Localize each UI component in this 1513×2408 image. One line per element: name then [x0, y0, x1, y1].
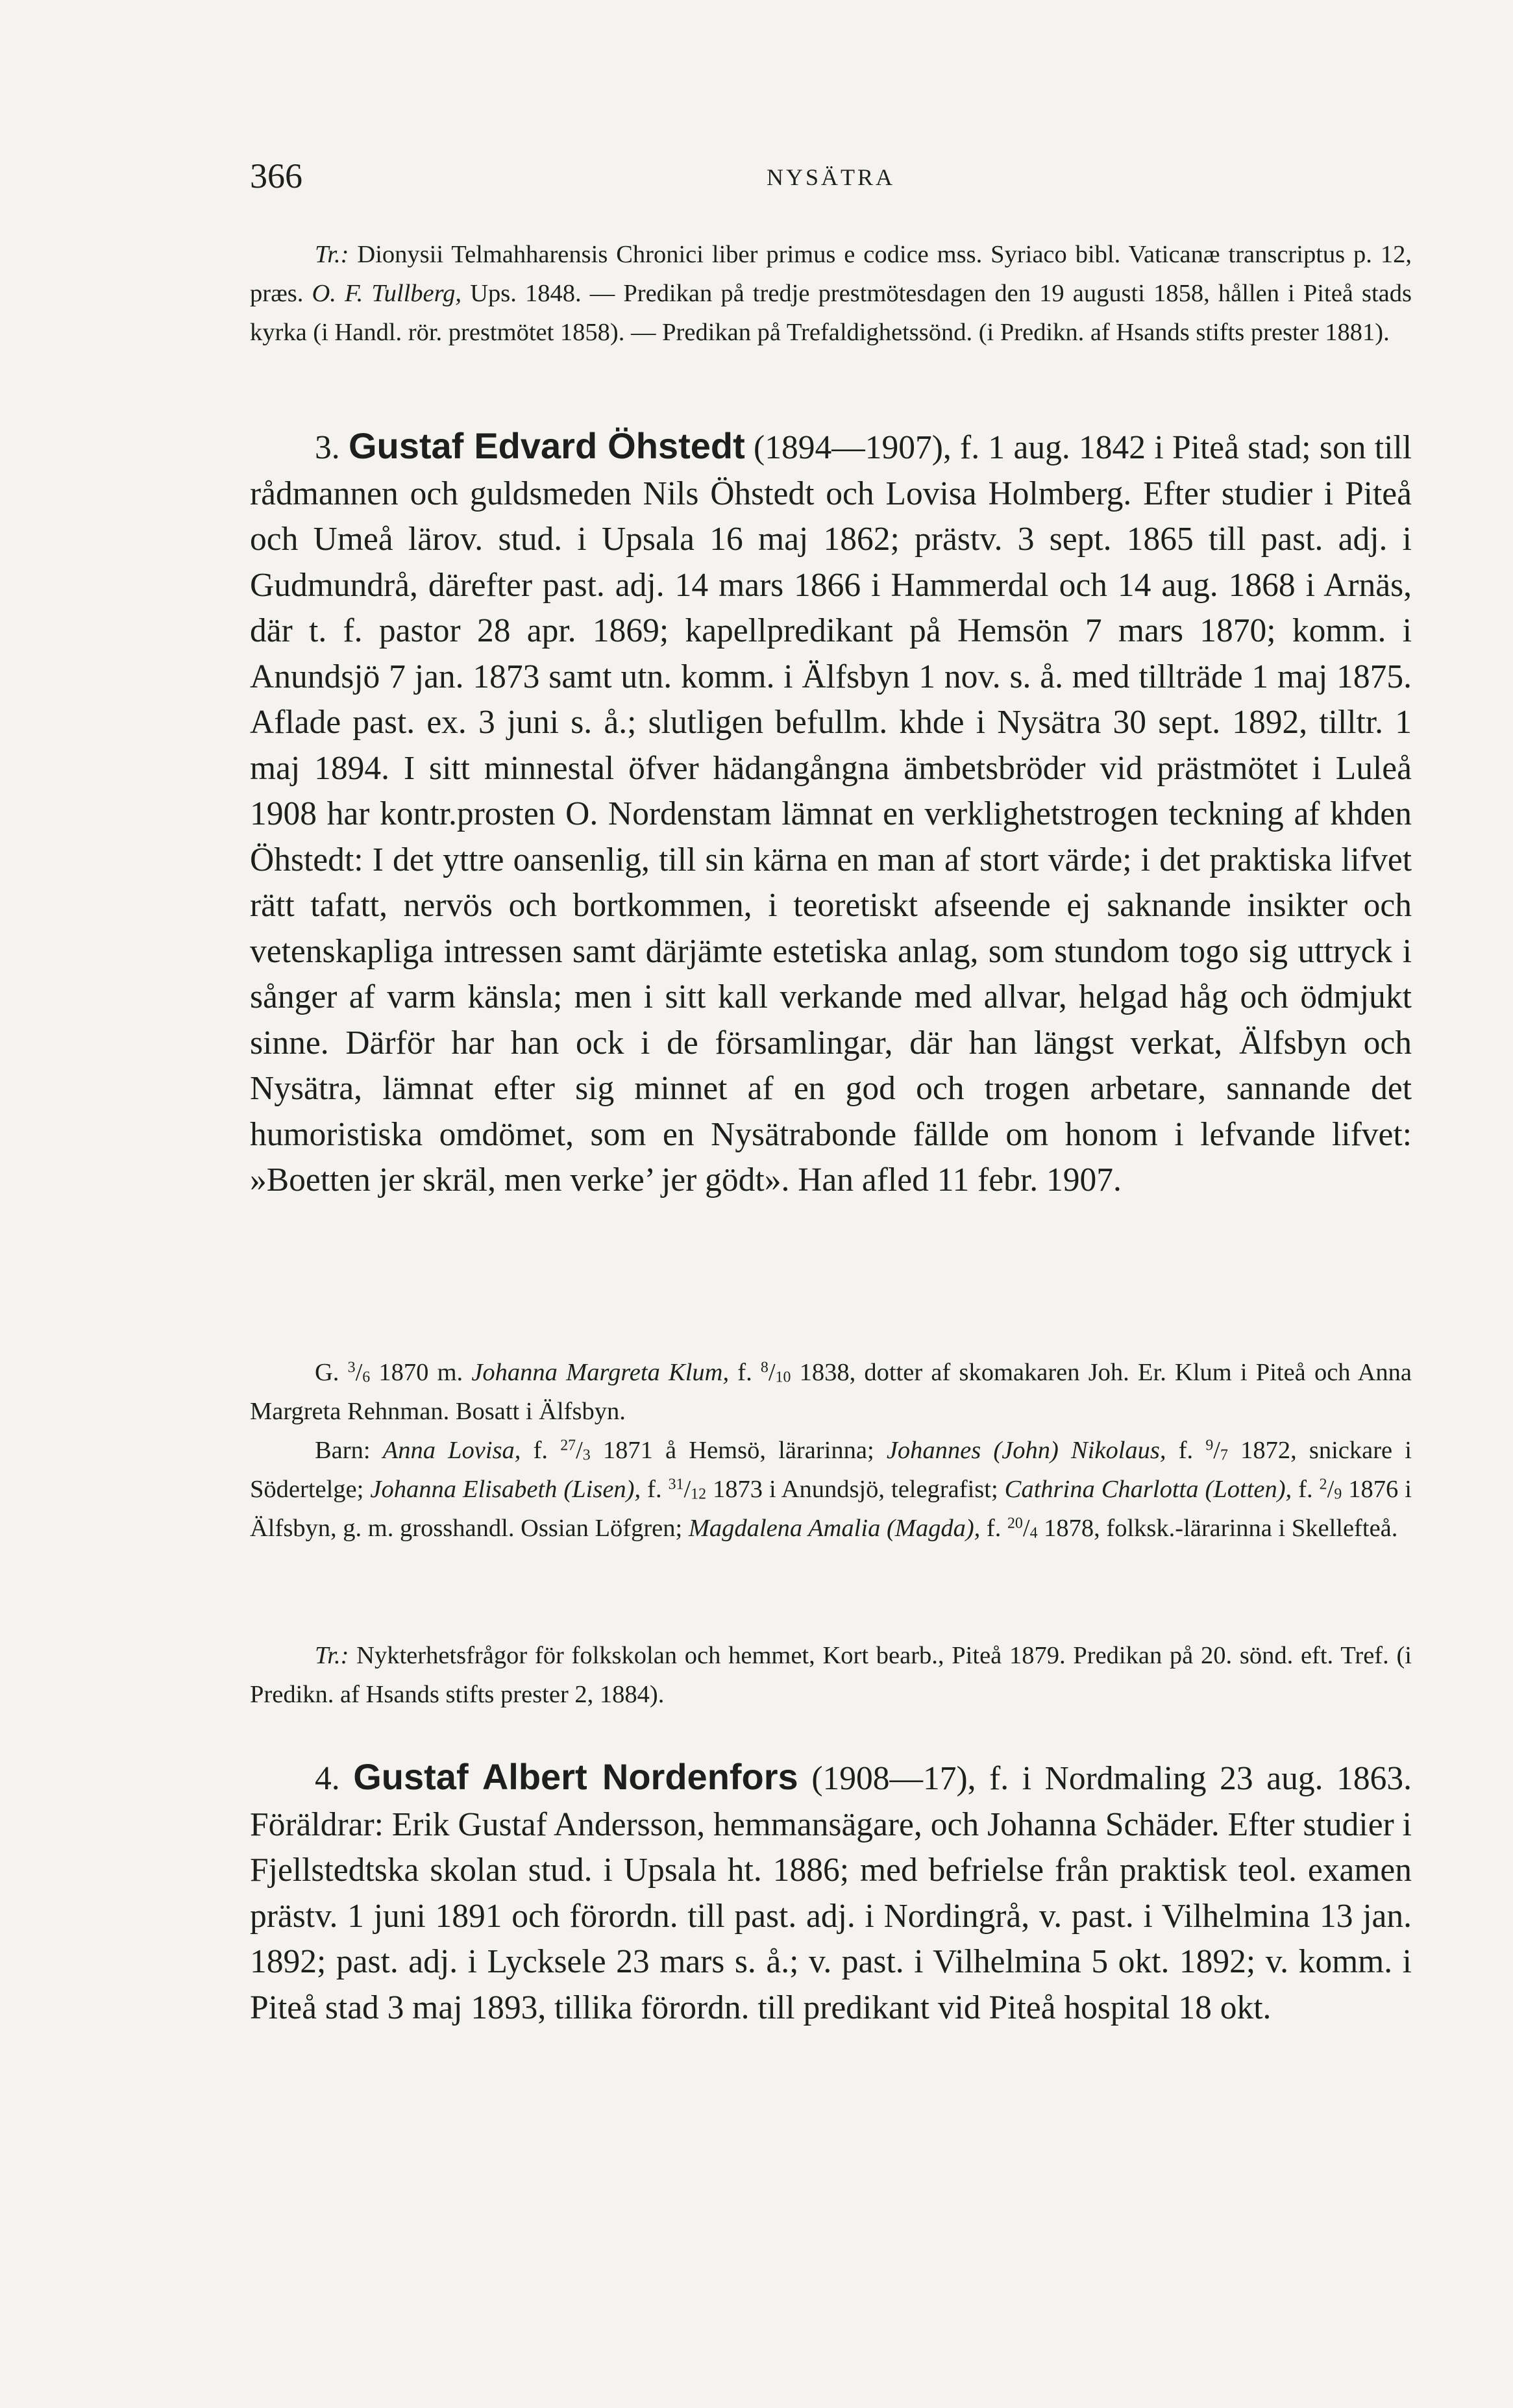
page-number: 366: [250, 156, 302, 195]
works-label: Tr.:: [315, 241, 349, 268]
running-title: NYSÄTRA: [766, 164, 895, 190]
works-label: Tr.:: [315, 1642, 349, 1669]
entry-name: Gustaf Edvard Öhstedt: [348, 425, 745, 466]
entry-number: 4.: [315, 1760, 340, 1797]
author-name: O. F. Tullberg,: [312, 280, 462, 307]
works-paragraph-2: Tr.: Nykterhetsfrågor för folkskolan och hemmet, Kort bearb., Piteå 1879. Predikan på 20. sönd. eft. Tref. (i Predikn. af Hsands stifts prester 2, 1884).: [250, 1642, 1412, 1708]
entry-text: (1908—17), f. i Nordmaling 23 aug. 1863. Föräldrar: Erik Gustaf Andersson, hemmansägare, och Johanna Schäder. Efter studier i Fjellstedtska skolan stud. i Upsala ht. 1886; med befrielse från praktisk teol. examen prästv. 1 juni 1891 och förordn. till past. adj. i Nordingrå, v. past. i Vilhelmina 13 jan. 1892; past. adj. i Lycksele 23 mars s. å.; v. past. i Vilhelmina 5 okt. 1892; v. komm. i Piteå stad 3 maj 1893, tillika förordn. till predikant vid Piteå hospital 18 okt.: [250, 1760, 1412, 2026]
entry-3-paragraph: [250, 423, 1412, 1204]
works-paragraph-1: Tr.: Dionysii Telmahharensis Chronici liber primus e codice mss. Syriaco bibl. Vaticanæ transcriptus p. 12, præs. O. F. Tullberg, Ups. 1848. — Predikan på tredje prestmötesdagen den 19 augusti 1858, hållen i Piteå stads kyrka (i Handl. rör. prestmötet 1858). — Predikan på Trefaldighetssönd. (i Predikn. af Hsands stifts prester 1881).: [250, 241, 1412, 346]
entry-4-paragraph: [250, 1754, 1412, 2031]
page-header: [250, 156, 1412, 208]
entry-name: Gustaf Albert Nordenfors: [353, 1756, 798, 1797]
children-paragraph: Barn: Anna Lovisa, f. $^{27}/_3$ 1871 å Hemsö, lärarinna; Johannes (John) Nikolaus, f. $^9/_7$ 1872, snickare i Södertelge; Johanna Elisabeth (Lisen), f. $^{31}/_{12}$ 1873 i Anundsjö, telegrafist; Cathrina Charlotta (Lotten), f. $^2/_9$ 1876 i Älfsbyn, g. m. grosshandl. Ossian Löfgren; Magdalena Amalia (Magda), f. $^{20}/_4$ 1878, folksk.-lärarinna i Skellefteå.: [250, 1437, 1412, 1542]
wife-name: Johanna Margreta Klum,: [471, 1359, 730, 1386]
marriage-paragraph: G. $^3/_6$ 1870 m. Johanna Margreta Klum, f. $^8/_{10}$ 1838, dotter af skomakaren Joh. Er. Klum i Piteå och Anna Margreta Rehnman. Bosatt i Älfsbyn.: [250, 1359, 1412, 1425]
entry-text: (1894—1907), f. 1 aug. 1842 i Piteå stad; son till rådmannen och guldsmeden Nils Öhstedt och Lovisa Holmberg. Efter studier i Piteå och Umeå lärov. stud. i Upsala 16 maj 1862; prästv. 3 sept. 1865 till past. adj. i Gudmundrå, därefter past. adj. 14 mars 1866 i Hammerdal och 14 aug. 1868 i Arnäs, där t. f. pastor 28 apr. 1869; kapellpredikant på Hemsön 7 mars 1870; komm. i Anundsjö 7 jan. 1873 samt utn. komm. i Älfsbyn 1 nov. s. å. med tillträde 1 maj 1875. Aflade past. ex. 3 juni s. å.; slutligen befullm. khde i Nysätra 30 sept. 1892, tilltr. 1 maj 1894. I sitt minnestal öfver hädangångna ämbetsbröder vid prästmötet i Luleå 1908 har kontr.prosten O. Nordenstam lämnat en verklighetstrogen teckning af khden Öhstedt: I det yttre oansenlig, till sin kärna en man af stort värde; i det praktiska lifvet rätt tafatt, nervös och bortkommen, i teoretiskt afseende ej saknande insikter och vetenskapliga intressen samt därjämte estetiska anlag, som stundom togo sig uttryck i sånger af varm känsla; men i sitt kall verkande med allvar, helgad håg och ödmjukt sinne. Därför har han ock i de församlingar, där han längst verkat, Älfsbyn och Nysätra, lämnat efter sig minnet af en god och trogen arbetare, sannande det humoristiska omdömet, som en Nysätrabonde fällde om honom i lefvande lifvet: »Boetten jer skräl, men verke’ jer gödt». Han afled 11 febr. 1907.: [250, 429, 1412, 1198]
entry-number: 3.: [315, 429, 340, 466]
